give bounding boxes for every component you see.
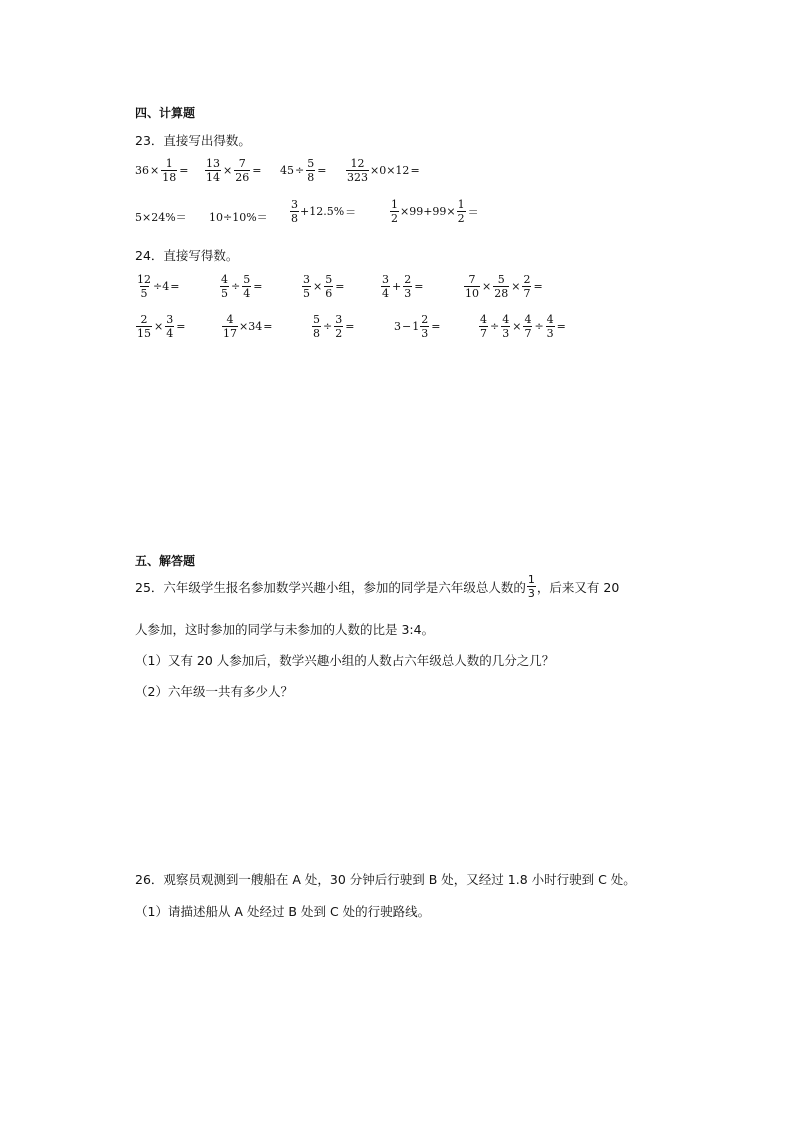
fraction: $\frac{5}{6}$ bbox=[325, 273, 333, 300]
fraction: $\frac{1}{2}$ bbox=[391, 198, 398, 225]
section-heading-solve: 五、解答题 bbox=[135, 554, 196, 568]
fraction: $\frac{13}{14}$ bbox=[206, 157, 220, 184]
q23-expr-8: $\frac{1}{2}$ ×99+99× $\frac{1}{2}$ ＝ bbox=[391, 198, 479, 225]
fraction: $\frac{4}{3}$ bbox=[502, 313, 510, 340]
fraction: $\frac{1}{3}$ bbox=[527, 573, 535, 600]
fraction: $\frac{4}{3}$ bbox=[546, 313, 554, 340]
fraction: $\frac{2}{7}$ bbox=[523, 273, 531, 300]
q24-expr-4: $\frac{3}{4}$ + $\frac{2}{3}$ = bbox=[382, 273, 424, 300]
q24-expr-9: 3 − 1 $\frac{2}{3}$ = bbox=[394, 313, 441, 340]
fraction: $\frac{1}{2}$ bbox=[457, 198, 465, 225]
fraction: $\frac{7}{26}$ bbox=[235, 157, 250, 184]
fraction: $\frac{12}{323}$ bbox=[347, 157, 368, 184]
fraction: $\frac{3}{5}$ bbox=[303, 273, 310, 300]
q24-expr-7: $\frac{4}{17}$ ×34 = bbox=[223, 313, 273, 340]
fraction: $\frac{5}{8}$ bbox=[307, 157, 315, 184]
fraction: $\frac{4}{5}$ bbox=[221, 273, 228, 300]
fraction: $\frac{5}{4}$ bbox=[243, 273, 251, 300]
fraction: $\frac{3}{4}$ bbox=[382, 273, 389, 300]
fraction: $\frac{2}{3}$ bbox=[421, 313, 429, 340]
fraction: $\frac{3}{4}$ bbox=[166, 313, 174, 340]
question-23-title: 23．直接写出得数。 bbox=[135, 133, 251, 148]
question-25-line-1: 25．六年级学生报名参加数学兴趣小组，参加的同学是六年级总人数的 $\frac{1}{3}$ ，后来又有 20 bbox=[135, 573, 620, 600]
q23-expr-6: 10÷10%＝ bbox=[209, 211, 268, 224]
fraction: $\frac{3}{2}$ bbox=[335, 313, 343, 340]
q24-expr-5: $\frac{7}{10}$ × $\frac{5}{28}$ × $\frac{2}{7}$ = bbox=[465, 273, 543, 300]
q23-expr-2: $\frac{13}{14}$ × $\frac{7}{26}$ = bbox=[206, 157, 262, 184]
question-25-line-2: 人参加，这时参加的同学与未参加的人数的比是 3:4。 bbox=[135, 622, 435, 637]
question-26-line-1: 26．观察员观测到一艘船在 A 处，30 分钟后行驶到 B 处，又经过 1.8 小时行驶到 C 处。 bbox=[135, 872, 636, 887]
fraction: $\frac{4}{7}$ bbox=[524, 313, 532, 340]
fraction: $\frac{5}{28}$ bbox=[494, 273, 509, 300]
fraction: $\frac{2}{15}$ bbox=[137, 313, 151, 340]
fraction: $\frac{5}{8}$ bbox=[313, 313, 320, 340]
question-24-title: 24．直接写得数。 bbox=[135, 248, 239, 263]
question-26-sub-1: （1）请描述船从 A 处经过 B 处到 C 处的行驶路线。 bbox=[135, 904, 431, 919]
q24-expr-10: $\frac{4}{7}$ ÷ $\frac{4}{3}$ × $\frac{4}{7}$ ÷ $\frac{4}{3}$ = bbox=[480, 313, 566, 340]
question-25-sub-2: （2）六年级一共有多少人？ bbox=[135, 684, 293, 699]
q24-expr-6: $\frac{2}{15}$ × $\frac{3}{4}$ = bbox=[137, 313, 186, 340]
q23-expr-1: 36 × $\frac{1}{18}$ = bbox=[135, 157, 189, 184]
q24-expr-2: $\frac{4}{5}$ ÷ $\frac{5}{4}$ = bbox=[221, 273, 263, 300]
fraction: $\frac{4}{7}$ bbox=[480, 313, 487, 340]
fraction: $\frac{2}{3}$ bbox=[404, 273, 412, 300]
section-heading-calc: 四、计算题 bbox=[135, 106, 196, 120]
question-25-sub-1: （1）又有 20 人参加后，数学兴趣小组的人数占六年级总人数的几分之几？ bbox=[135, 653, 555, 668]
q24-expr-3: $\frac{3}{5}$ × $\frac{5}{6}$ = bbox=[303, 273, 345, 300]
fraction: $\frac{7}{10}$ bbox=[465, 273, 479, 300]
q24-expr-8: $\frac{5}{8}$ ÷ $\frac{3}{2}$ = bbox=[313, 313, 355, 340]
fraction: $\frac{12}{5}$ bbox=[137, 273, 151, 300]
fraction: $\frac{4}{17}$ bbox=[223, 313, 237, 340]
fraction: $\frac{1}{18}$ bbox=[162, 157, 177, 184]
q23-expr-4: $\frac{12}{323}$ ×0×12 = bbox=[347, 157, 420, 184]
mixed-number: 1 $\frac{2}{3}$ bbox=[412, 313, 429, 340]
fraction: $\frac{3}{8}$ bbox=[291, 198, 298, 225]
q23-expr-3: 45 ÷ $\frac{5}{8}$ = bbox=[280, 157, 327, 184]
q24-expr-1: $\frac{12}{5}$ ÷4 = bbox=[137, 273, 180, 300]
q23-expr-5: 5×24%＝ bbox=[135, 211, 187, 224]
q23-expr-7: $\frac{3}{8}$ +12.5% ＝ bbox=[291, 198, 357, 225]
